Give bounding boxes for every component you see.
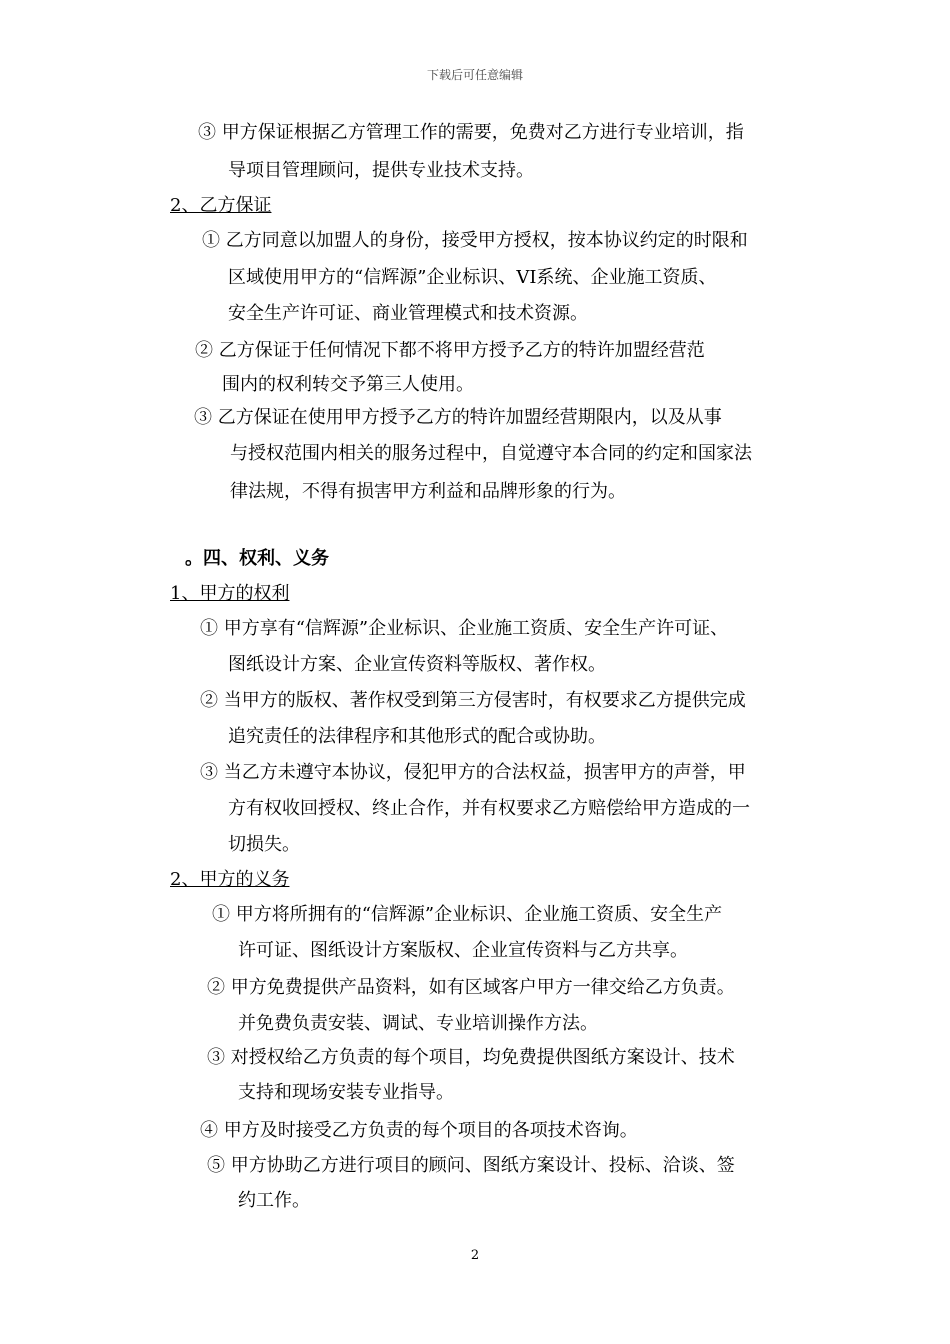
paragraph-line: 图纸设计方案、企业宣传资料等版权、著作权。 bbox=[228, 654, 606, 675]
paragraph-line: ② 甲方免费提供产品资料，如有区域客户甲方一律交给乙方负责。 bbox=[207, 977, 735, 998]
paragraph-line: 围内的权利转交予第三人使用。 bbox=[222, 374, 474, 395]
paragraph-line: 并免费负责安装、调试、专业培训操作方法。 bbox=[238, 1013, 598, 1034]
paragraph-line: 许可证、图纸设计方案版权、企业宣传资料与乙方共享。 bbox=[238, 940, 688, 961]
paragraph-line: 导项目管理顾问，提供专业技术支持。 bbox=[228, 160, 534, 181]
paragraph-line: ④ 甲方及时接受乙方负责的每个项目的各项技术咨询。 bbox=[200, 1120, 638, 1141]
paragraph-line: 支持和现场安装专业指导。 bbox=[238, 1082, 454, 1103]
paragraph-line: ① 乙方同意以加盟人的身份，接受甲方授权，按本协议约定的时限和 bbox=[202, 230, 748, 251]
section-heading: 1、甲方的权利 bbox=[170, 583, 290, 604]
paragraph-line: 与授权范围内相关的服务过程中，自觉遵守本合同的约定和国家法 bbox=[230, 443, 752, 464]
paragraph-line: 律法规，不得有损害甲方利益和品牌形象的行为。 bbox=[230, 481, 626, 502]
paragraph-line: ③ 甲方保证根据乙方管理工作的需要，免费对乙方进行专业培训，指 bbox=[198, 122, 744, 143]
page-header: 下载后可任意编辑 bbox=[426, 68, 523, 82]
paragraph-line: 方有权收回授权、终止合作，并有权要求乙方赔偿给甲方造成的一 bbox=[228, 798, 750, 819]
chapter-heading: 。四、权利、义务 bbox=[185, 548, 329, 569]
paragraph-line: 安全生产许可证、商业管理模式和技术资源。 bbox=[228, 303, 588, 324]
paragraph-line: 追究责任的法律程序和其他形式的配合或协助。 bbox=[228, 726, 606, 747]
paragraph-line: ② 乙方保证于任何情况下都不将甲方授予乙方的特许加盟经营范 bbox=[195, 340, 705, 361]
paragraph-line: ③ 乙方保证在使用甲方授予乙方的特许加盟经营期限内，以及从事 bbox=[194, 407, 722, 428]
paragraph-line: 切损失。 bbox=[228, 834, 300, 855]
paragraph-line: 区域使用甲方的“信辉源”企业标识、VI系统、企业施工资质、 bbox=[228, 267, 717, 288]
paragraph-line: ① 甲方将所拥有的“信辉源”企业标识、企业施工资质、安全生产 bbox=[212, 904, 723, 925]
paragraph-line: ① 甲方享有“信辉源”企业标识、企业施工资质、安全生产许可证、 bbox=[200, 618, 729, 639]
section-heading: 2、甲方的义务 bbox=[170, 869, 290, 890]
paragraph-line: ⑤ 甲方协助乙方进行项目的顾问、图纸方案设计、投标、洽谈、签 bbox=[207, 1155, 735, 1176]
paragraph-line: ③ 对授权给乙方负责的每个项目，均免费提供图纸方案设计、技术 bbox=[207, 1047, 735, 1068]
paragraph-line: 约工作。 bbox=[238, 1190, 310, 1211]
section-heading: 2、乙方保证 bbox=[170, 195, 272, 216]
paragraph-line: ③ 当乙方未遵守本协议，侵犯甲方的合法权益，损害甲方的声誉，甲 bbox=[200, 762, 746, 783]
paragraph-line: ② 当甲方的版权、著作权受到第三方侵害时，有权要求乙方提供完成 bbox=[200, 690, 746, 711]
page-number: 2 bbox=[470, 1248, 480, 1263]
